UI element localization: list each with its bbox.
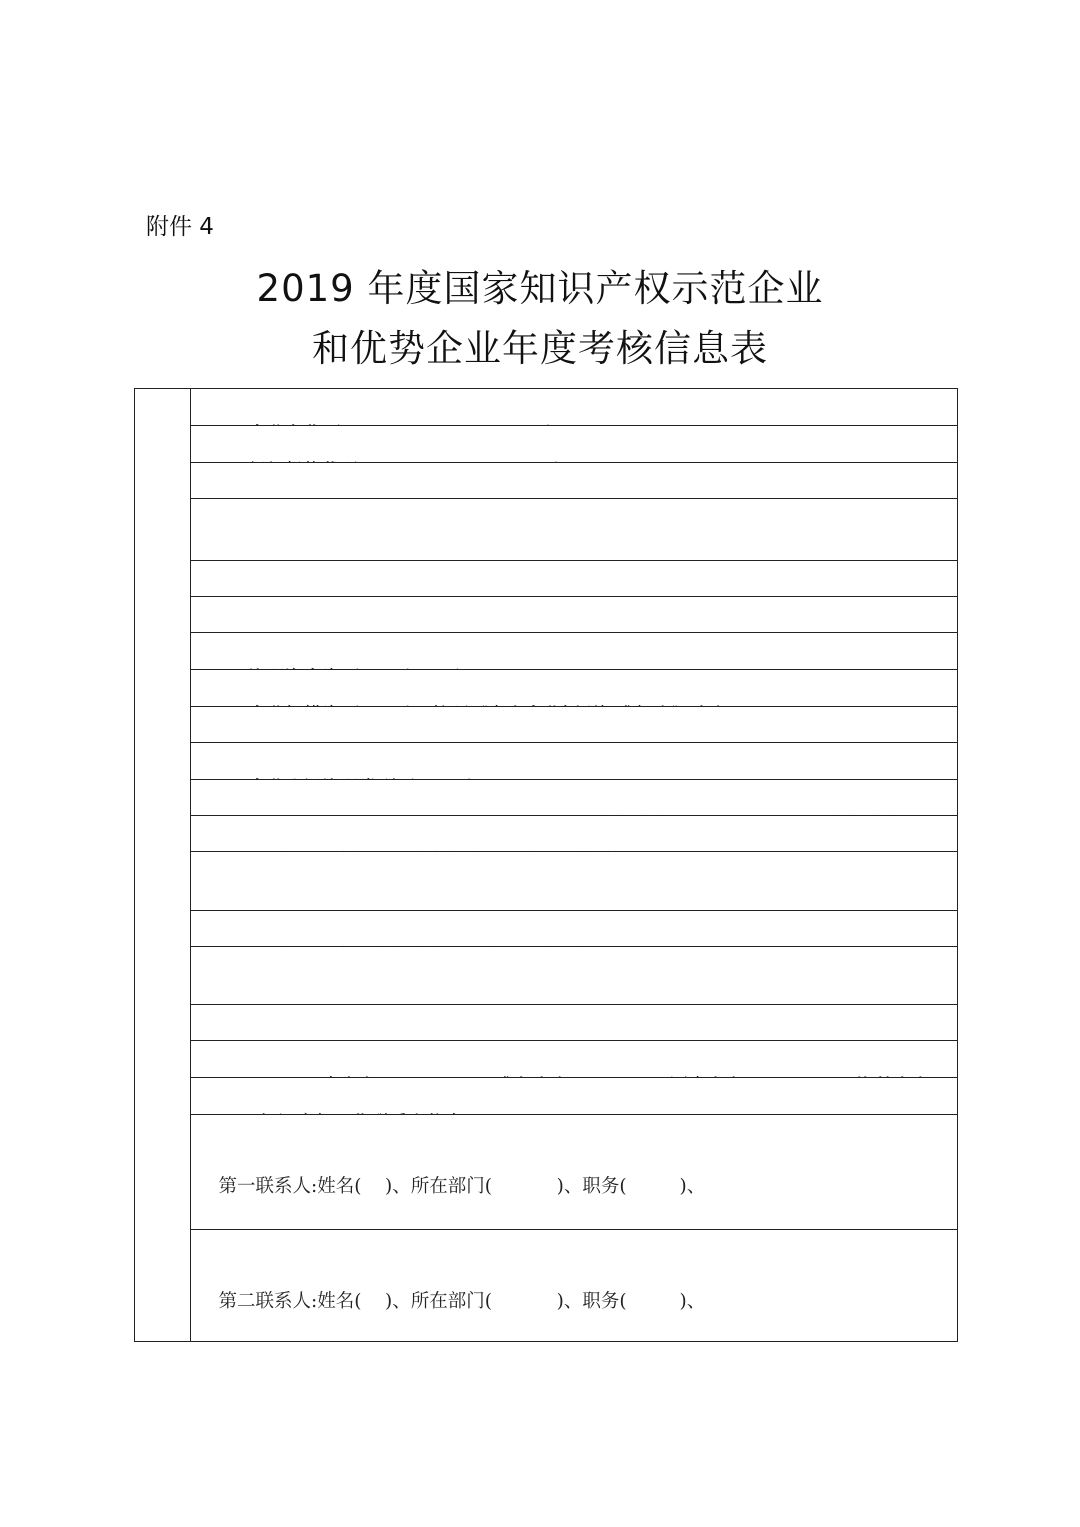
row-org-code bbox=[191, 426, 957, 463]
row-industry-code bbox=[191, 499, 957, 561]
contact1-name-dept-title[interactable]: 第一联系人:姓名( )、所在部门( )、职务( )、 bbox=[195, 1176, 706, 1197]
row-domestic-options bbox=[191, 852, 957, 911]
annex-label: 附件 4 bbox=[146, 214, 214, 240]
row-company-name bbox=[191, 389, 957, 426]
info-form-table bbox=[134, 388, 958, 1342]
row-foreign-nature bbox=[191, 911, 957, 947]
row-registered-capital bbox=[191, 633, 957, 670]
row-foreign-options bbox=[191, 947, 957, 1005]
row-registration-options bbox=[191, 780, 957, 816]
page-title-line1: 2019 年度国家知识产权示范企业 bbox=[256, 267, 824, 310]
row-contact-2 bbox=[191, 1230, 957, 1343]
row-contact-header bbox=[191, 1078, 957, 1115]
row-scale-options bbox=[191, 707, 957, 743]
row-enterprise-scale bbox=[191, 670, 957, 707]
row-domestic-nature bbox=[191, 816, 957, 852]
row-registration-type bbox=[191, 743, 957, 780]
row-listed-options bbox=[191, 1041, 957, 1078]
row-main-business bbox=[191, 561, 957, 597]
page-title-line2: 和优势企业年度考核信息表 bbox=[312, 327, 768, 370]
row-ip-direction bbox=[191, 597, 957, 633]
row-registered-place bbox=[191, 463, 957, 499]
form-rows bbox=[191, 389, 957, 1343]
row-listed bbox=[191, 1005, 957, 1041]
row-contact-1 bbox=[191, 1115, 957, 1230]
contact2-name-dept-title[interactable]: 第二联系人:姓名( )、所在部门( )、职务( )、 bbox=[195, 1291, 706, 1312]
left-margin-column bbox=[135, 389, 191, 1341]
